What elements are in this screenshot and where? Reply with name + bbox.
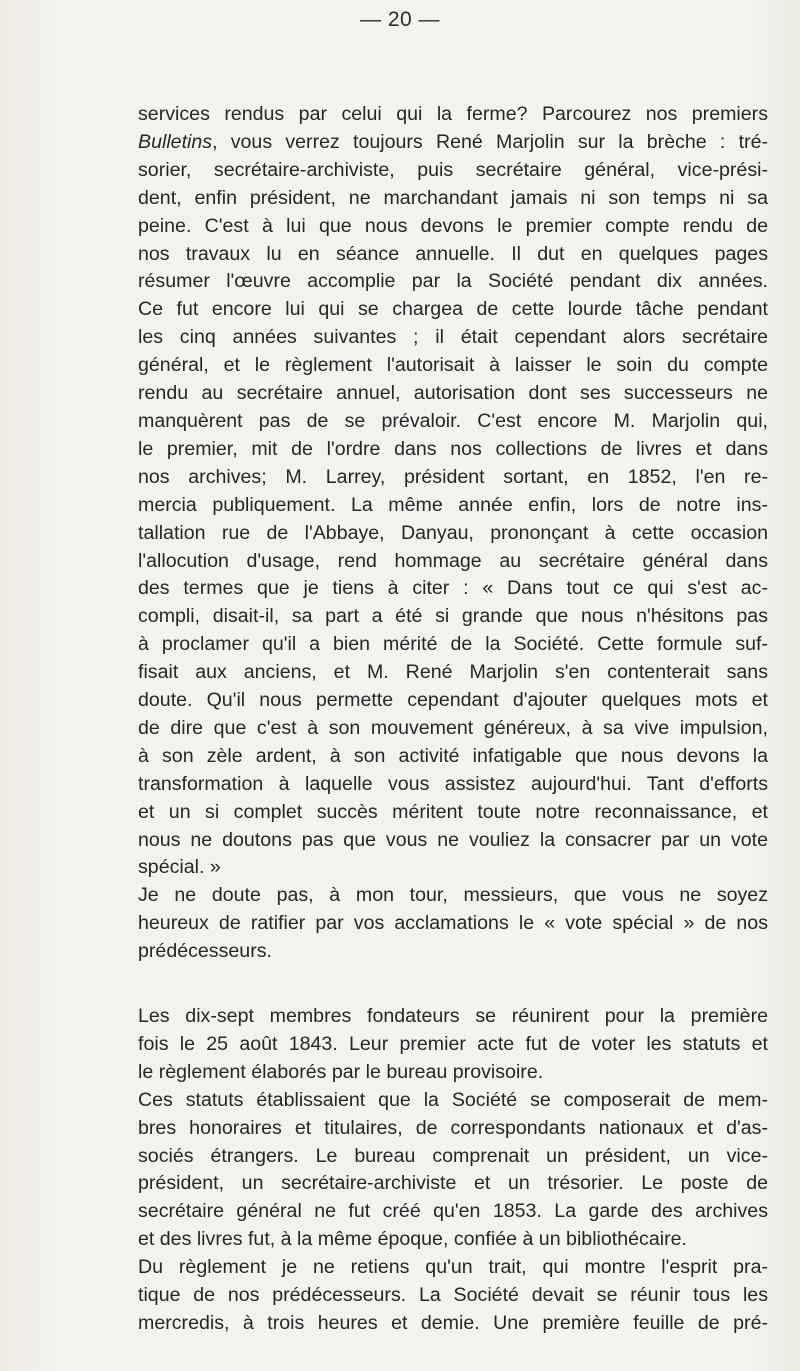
text-line [138,213,768,241]
line-text: manquèrent pas de se prévaloir. C'est encore M. Marjolin qui, [138,409,768,432]
text-line [138,548,768,576]
text-line [138,910,768,938]
text-line [138,1310,768,1338]
text-line [138,408,768,436]
line-text: spécial. » [138,856,221,879]
text-line [138,1031,768,1059]
line-text: doute. Qu'il nous permette cependant d'ajouter quelques mots et [138,689,768,712]
text-line [138,1282,768,1310]
line-text: de dire que c'est à son mouvement généreux, à sa vive impulsion, [138,716,768,739]
line-text: tique de nos prédécesseurs. La Société devait se réunir tous les [138,1284,768,1307]
text-line [138,1087,768,1115]
italic-text: Bulletins [138,130,213,153]
line-text: nos travaux lu en séance annuelle. Il dut en quelques pages [138,242,768,265]
line-text: Les dix-sept membres fondateurs se réunirent pour la première [138,1005,768,1027]
text-line [138,436,768,464]
text-line [138,799,768,827]
line-text: général, et le règlement l'autorisait à laisser le soin du compte [138,354,768,377]
text-line [138,938,768,966]
line-text: Du règlement je ne retiens qu'un trait, qui montre l'esprit pra- [138,1256,768,1279]
body-text-upper [138,101,768,966]
line-text: nos archives; M. Larrey, président sortant, en 1852, l'en re- [138,465,768,488]
text-line [138,575,768,603]
line-text: services rendus par celui qui la ferme? Parcourez nos premiers [138,103,768,125]
line-text: mercredis, à trois heures et demie. Une première feuille de pré- [138,1311,768,1334]
text-line [138,715,768,743]
text-line [138,1170,768,1198]
text-line [138,185,768,213]
line-text: des termes que je tiens à citer : « Dans tout ce qui s'est ac- [138,577,768,600]
text-line [138,520,768,548]
line-text: rendu au secrétaire annuel, autorisation dont ses successeurs ne [138,382,768,405]
line-text: Ces statuts établissaient que la Société se composerait de mem- [138,1088,768,1111]
text-line [138,1003,768,1031]
line-text: le premier, mit de l'ordre dans nos collections de livres et dans [138,437,768,460]
line-text: tallation rue de l'Abbaye, Danyau, prononçant à cette occasion [138,521,768,544]
text-line [138,157,768,185]
line-text: fisait aux anciens, et M. René Marjolin s'en contenterait sans [138,661,768,684]
text-line [138,882,768,910]
line-text: sociés étrangers. Le bureau comprenait un président, un vice- [138,1144,768,1167]
line-text: et un si complet succès méritent toute notre reconnaissance, et [138,800,768,823]
line-text: à son zèle ardent, à son activité infatigable que nous devons la [138,744,768,767]
text-line [138,492,768,520]
text-line [138,1143,768,1171]
line-text: les cinq années suivantes ; il était cependant alors secrétaire [138,326,768,349]
text-line [138,324,768,352]
text-line [138,464,768,492]
text-line [138,827,768,855]
page-number: — 20 — [359,8,441,31]
text-line [138,1059,768,1087]
line-text: nous ne doutons pas que vous ne vouliez la consacrer par un vote [138,828,768,851]
text-line [138,743,768,771]
line-text: secrétaire général ne fut créé qu'en 1853. La garde des archives [138,1200,768,1223]
text-line [138,687,768,715]
line-text: prédécesseurs. [138,940,272,963]
line-text: compli, disait-il, sa part a été si grande que nous n'hésitons pas [138,605,768,628]
line-text: à proclamer qu'il a bien mérité de la Société. Cette formule suf- [138,633,768,656]
line-text: fois le 25 août 1843. Leur premier acte fut de voter les statuts et [138,1032,768,1055]
text-line [138,129,768,157]
line-text: Ce fut encore lui qui se chargea de cette lourde tâche pendant [138,298,768,321]
text-line [138,603,768,631]
line-text: sorier, secrétaire-archiviste, puis secrétaire général, vice-prési- [138,158,768,181]
text-line [138,631,768,659]
text-line [138,1198,768,1226]
line-text: l'allocution d'usage, rend hommage au secrétaire général dans [138,549,768,572]
text-line [138,352,768,380]
text-line [138,268,768,296]
text-line [138,854,768,882]
line-text: transformation à laquelle vous assistez aujourd'hui. Tant d'efforts [138,772,768,795]
line-text: le règlement élaborés par le bureau provisoire. [138,1060,544,1083]
line-text: heureux de ratifier par vos acclamations le « vote spécial » de nos [138,912,768,935]
body-text-lower [138,1003,768,1338]
text-line [138,101,768,129]
line-text: , vous verrez toujours René Marjolin sur la brèche : tré- [212,130,768,153]
text-line [138,1254,768,1282]
text-line [138,380,768,408]
text-line [138,1226,768,1254]
text-line [138,241,768,269]
line-text: dent, enfin président, ne marchandant jamais ni son temps ni sa [138,186,768,209]
text-line [138,1115,768,1143]
text-line [138,659,768,687]
text-line [138,771,768,799]
text-line [138,296,768,324]
line-text: résumer l'œuvre accomplie par la Société pendant dix années. [138,270,768,293]
line-text: et des livres fut, à la même époque, confiée à un bibliothécaire. [138,1228,687,1251]
line-text: mercia publiquement. La même année enfin, lors de notre ins- [138,493,768,516]
line-text: Je ne doute pas, à mon tour, messieurs, que vous ne soyez [138,884,768,907]
line-text: peine. C'est à lui que nous devons le premier compte rendu de [138,214,768,237]
line-text: président, un secrétaire-archiviste et un trésorier. Le poste de [138,1172,768,1195]
line-text: bres honoraires et titulaires, de correspondants nationaux et d'as- [138,1116,768,1139]
